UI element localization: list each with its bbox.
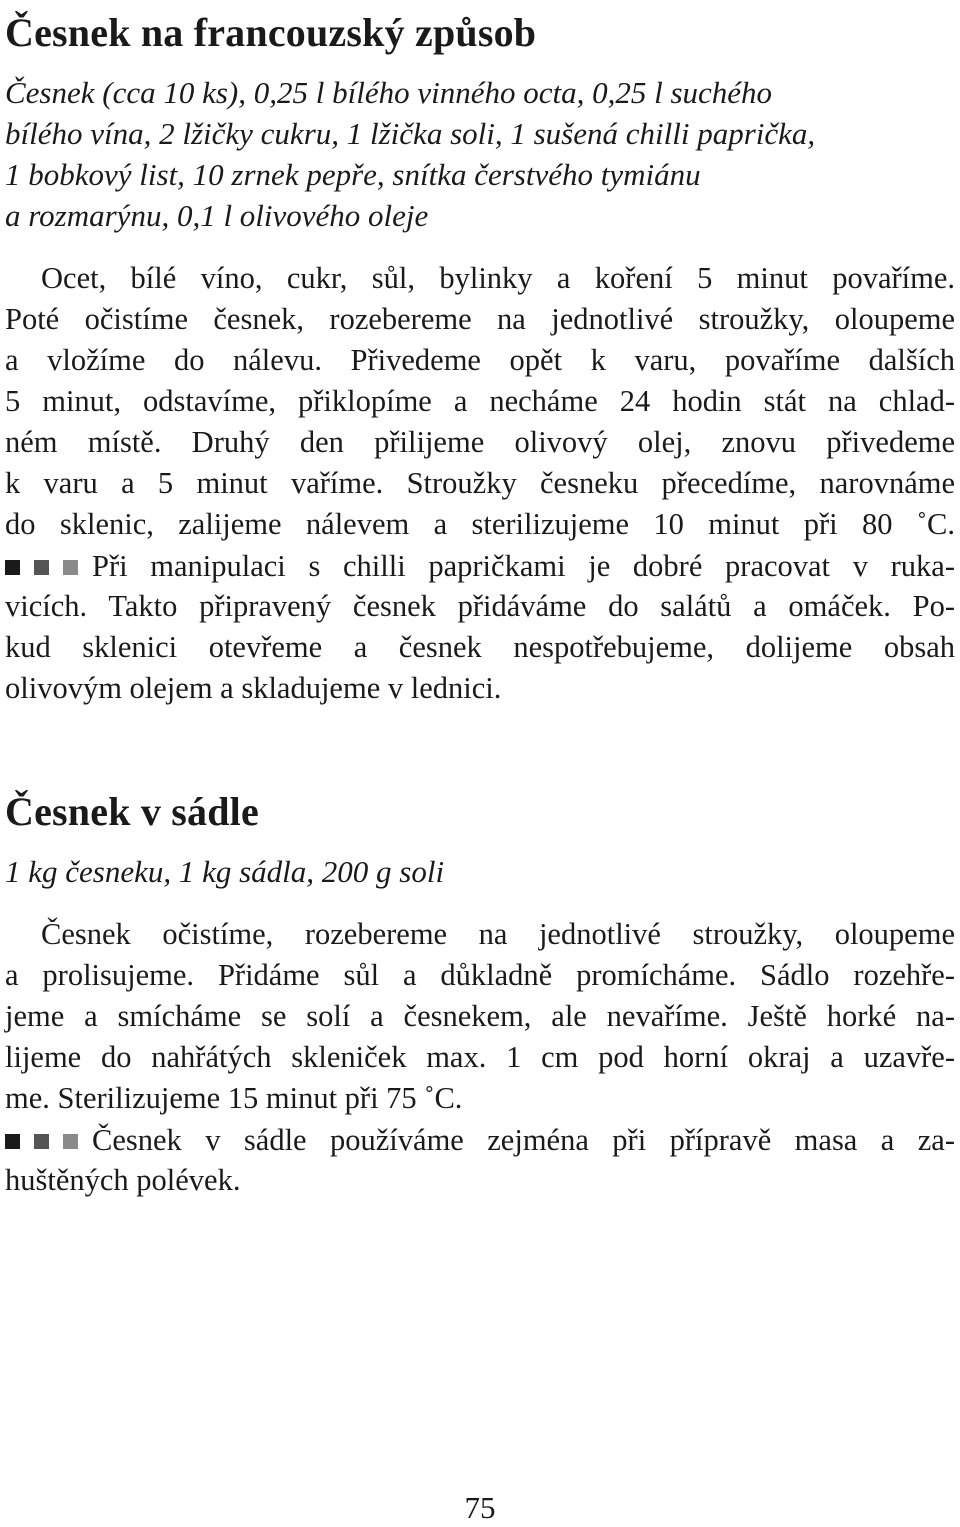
tip-line: vicích. Takto připravený česnek přidáváme do salátů a omáček. Po- <box>5 589 955 623</box>
ingredients-line: bílého vína, 2 lžičky cukru, 1 lžička soli, 1 sušená chilli paprička, <box>5 116 816 151</box>
ingredients-line: a rozmarýnu, 0,1 l olivového oleje <box>5 198 429 233</box>
instructions <box>5 914 955 1201</box>
recipe-title: Česnek v sádle <box>5 789 259 834</box>
tip-bullet-icon <box>5 1119 78 1160</box>
ingredients-line: 1 kg česneku, 1 kg sádla, 200 g soli <box>5 854 445 889</box>
instructions-line: me. Sterilizujeme 15 minut při 75 ˚C. <box>5 1081 463 1115</box>
recipe-2 <box>5 789 955 1201</box>
document-page <box>5 0 955 1527</box>
tip-bullet-icon <box>5 545 78 586</box>
tip-line: huštěných polévek. <box>5 1163 241 1197</box>
ingredients-line: 1 bobkový list, 10 zrnek pepře, snítka čerstvého tymiánu <box>5 157 701 192</box>
instructions-line: Poté očistíme česnek, rozebereme na jednotlivé stroužky, oloupeme <box>5 302 955 336</box>
tip-line: kud sklenici otevřeme a česnek nespotřebujeme, dolijeme obsah <box>5 630 955 664</box>
ingredients-list <box>5 72 955 236</box>
instructions-line: ném místě. Druhý den přilijeme olivový olej, znovu přivedeme <box>5 425 955 459</box>
instructions-line: a vložíme do nálevu. Přivedeme opět k varu, povaříme dalších <box>5 343 955 377</box>
tip-line <box>5 545 955 586</box>
recipe-1 <box>5 0 955 709</box>
ingredients-line: Česnek (cca 10 ks), 0,25 l bílého vinného octa, 0,25 l suchého <box>5 75 773 110</box>
instructions-line: lijeme do nahřátých skleniček max. 1 cm pod horní okraj a uzavře- <box>5 1040 955 1074</box>
instructions <box>5 258 955 709</box>
instructions-line: k varu a 5 minut vaříme. Stroužky česneku přecedíme, narovnáme <box>5 466 955 500</box>
tip-line: olivovým olejem a skladujeme v lednici. <box>5 671 502 705</box>
tip-line <box>5 1119 955 1160</box>
tip-text: Česnek v sádle používáme zejména při přípravě masa a za- <box>92 1123 955 1157</box>
recipe-title: Česnek na francouzský způsob <box>5 10 537 55</box>
instructions-line: a prolisujeme. Přidáme sůl a důkladně promícháme. Sádlo rozehře- <box>5 958 955 992</box>
instructions-line: jeme a smícháme se solí a česnekem, ale nevaříme. Ještě horké na- <box>5 999 955 1033</box>
instructions-line: Ocet, bílé víno, cukr, sůl, bylinky a koření 5 minut povaříme. <box>41 261 955 295</box>
ingredients-list <box>5 851 955 892</box>
page-number: 75 <box>464 1490 496 1525</box>
tip-text: Při manipulaci s chilli papričkami je dobré pracovat v ruka- <box>92 549 955 583</box>
instructions-line: do sklenic, zalijeme nálevem a sterilizujeme 10 minut při 80 ˚C. <box>5 507 955 541</box>
instructions-line: 5 minut, odstavíme, přiklopíme a necháme 24 hodin stát na chlad- <box>5 384 955 418</box>
instructions-line: Česnek očistíme, rozebereme na jednotlivé stroužky, oloupeme <box>41 917 955 951</box>
